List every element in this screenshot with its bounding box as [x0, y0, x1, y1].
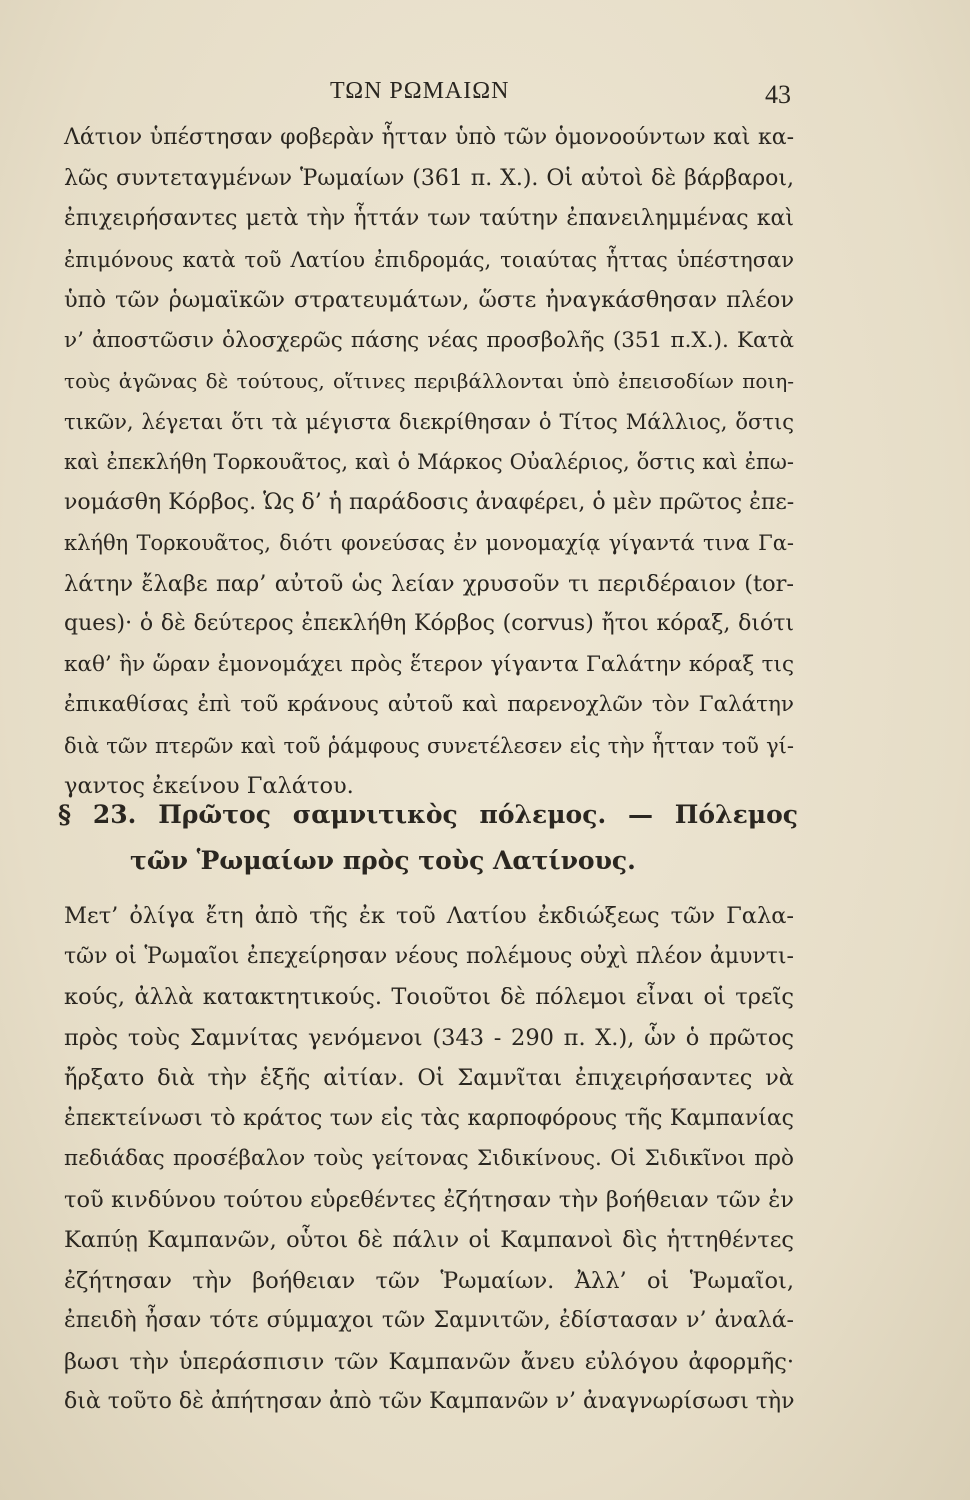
- text-line: ἐπιμόνους κατὰ τοῦ Λατίου ἐπιδρομάς, τοιαύτας ἧττας ὑπέστησαν: [64, 247, 794, 272]
- text-line: ἐπιχειρήσαντες μετὰ τὴν ἧττάν των ταύτην ἐπανειλημμένας καὶ: [64, 206, 794, 231]
- text-line: ἤρξατο διὰ τὴν ἑξῆς αἰτίαν. Οἱ Σαμνῖται ἐπιχειρήσαντες νὰ: [64, 1065, 794, 1091]
- paragraph-1: [64, 118, 794, 807]
- text-line: ν’ ἀποστῶσιν ὁλοσχερῶς πάσης νέας προσβολῆς (351 π.Χ.). Κατὰ: [64, 327, 794, 353]
- text-line: ἐπεκτείνωσι τὸ κράτος των εἰς τὰς καρποφόρους τῆς Καμπανίας: [64, 1105, 794, 1131]
- text-line: τῶν οἱ Ῥωμαῖοι ἐπεχείρησαν νέους πολέμους οὐχὶ πλέον ἀμυντι-: [64, 943, 794, 969]
- paragraph-2: [64, 896, 794, 1423]
- text-line: ques)· ὁ δὲ δεύτερος ἐπεκλήθη Κόρβος (corvus) ἤτοι κόραξ, διότι: [64, 611, 794, 636]
- text-line: ἐζήτησαν τὴν βοήθειαν τῶν Ῥωμαίων. Ἀλλ’ οἱ Ῥωμαῖοι,: [64, 1267, 794, 1294]
- text-line: λάτην ἔλαβε παρ’ αὐτοῦ ὡς λείαν χρυσοῦν τι περιδέραιον (tor-: [64, 570, 794, 597]
- text-line: τοὺς ἀγῶνας δὲ τούτους, οἵτινες περιβάλλονται ὑπὸ ἐπεισοδίων ποιη-: [64, 369, 794, 393]
- text-line: ἐπειδὴ ἦσαν τότε σύμμαχοι τῶν Σαμνιτῶν, ἐδίστασαν ν’ ἀναλά-: [64, 1308, 794, 1333]
- text-line: διὰ τοῦτο δὲ ἀπήτησαν ἀπὸ τῶν Καμπανῶν ν’ ἀναγνωρίσωσι τὴν: [64, 1389, 795, 1414]
- text-line: τικῶν, λέγεται ὅτι τὰ μέγιστα διεκρίθησαν ὁ Τίτος Μάλλιος, ὅστις: [64, 409, 794, 434]
- text-line: Καπύῃ Καμπανῶν, οὗτοι δὲ πάλιν οἱ Καμπανοὶ δὶς ἡττηθέντες: [64, 1227, 794, 1253]
- page-number: 43: [765, 80, 791, 109]
- text-line: νομάσθη Κόρβος. Ὡς δ’ ἡ παράδοσις ἀναφέρει, ὁ μὲν πρῶτος ἐπε-: [64, 489, 795, 515]
- section-heading: [58, 792, 798, 884]
- text-line: κούς, ἀλλὰ κατακτητικούς. Τοιοῦτοι δὲ πόλεμοι εἶναι οἱ τρεῖς: [64, 984, 794, 1010]
- text-line: ὑπὸ τῶν ῥωμαϊκῶν στρατευμάτων, ὥστε ἠναγκάσθησαν πλέον: [64, 287, 794, 313]
- text-line: τοῦ κινδύνου τούτου εὑρεθέντες ἐζήτησαν τὴν βοήθειαν τῶν ἐν: [64, 1186, 794, 1213]
- text-line: Λάτιον ὑπέστησαν φοβερὰν ἧτταν ὑπὸ τῶν ὁμονοούντων καὶ κα-: [64, 125, 794, 150]
- running-title: ΤΩΝ ΡΩΜΑΙΩΝ: [330, 78, 510, 104]
- text-line: βωσι τὴν ὑπεράσπισιν τῶν Καμπανῶν ἄνευ εὐλόγου ἀφορμῆς·: [64, 1348, 794, 1375]
- text-line: πρὸς τοὺς Σαμνίτας γενόμενοι (343 - 290 π. Χ.), ὧν ὁ πρῶτος: [64, 1024, 794, 1051]
- page-header: [0, 78, 970, 118]
- section-heading-line-2: τῶν Ῥωμαίων πρὸς τοὺς Λατίνους.: [130, 846, 636, 875]
- text-line: διὰ τῶν πτερῶν καὶ τοῦ ῥάμφους συνετέλεσεν εἰς τὴν ἧτταν τοῦ γί-: [64, 733, 794, 758]
- text-line: καθ’ ἣν ὥραν ἐμονομάχει πρὸς ἕτερον γίγαντα Γαλάτην κόραξ τις: [64, 651, 794, 677]
- text-line: λῶς συντεταγμένων Ῥωμαίων (361 π. Χ.). Οἱ αὐτοὶ δὲ βάρβαροι,: [64, 165, 794, 191]
- section-heading-line-1: § 23. Πρῶτος σαμνιτικὸς πόλεμος. — Πόλεμος: [58, 800, 798, 829]
- text-line: γαντος ἐκείνου Γαλάτου.: [64, 773, 354, 799]
- text-line: κλήθη Τορκουᾶτος, διότι φονεύσας ἐν μονομαχίᾳ γίγαντά τινα Γα-: [64, 531, 794, 555]
- text-line: Μετ’ ὀλίγα ἔτη ἀπὸ τῆς ἐκ τοῦ Λατίου ἐκδιώξεως τῶν Γαλα-: [64, 903, 794, 929]
- text-line: ἐπικαθίσας ἐπὶ τοῦ κράνους αὐτοῦ καὶ παρενοχλῶν τὸν Γαλάτην: [64, 692, 794, 717]
- text-line: πεδιάδας προσέβαλον τοὺς γείτονας Σιδικίνους. Οἱ Σιδικῖνοι πρὸ: [64, 1146, 794, 1171]
- text-line: καὶ ἐπεκλήθη Τορκουᾶτος, καὶ ὁ Μάρκος Οὐαλέριος, ὅστις καὶ ἐπω-: [64, 450, 794, 474]
